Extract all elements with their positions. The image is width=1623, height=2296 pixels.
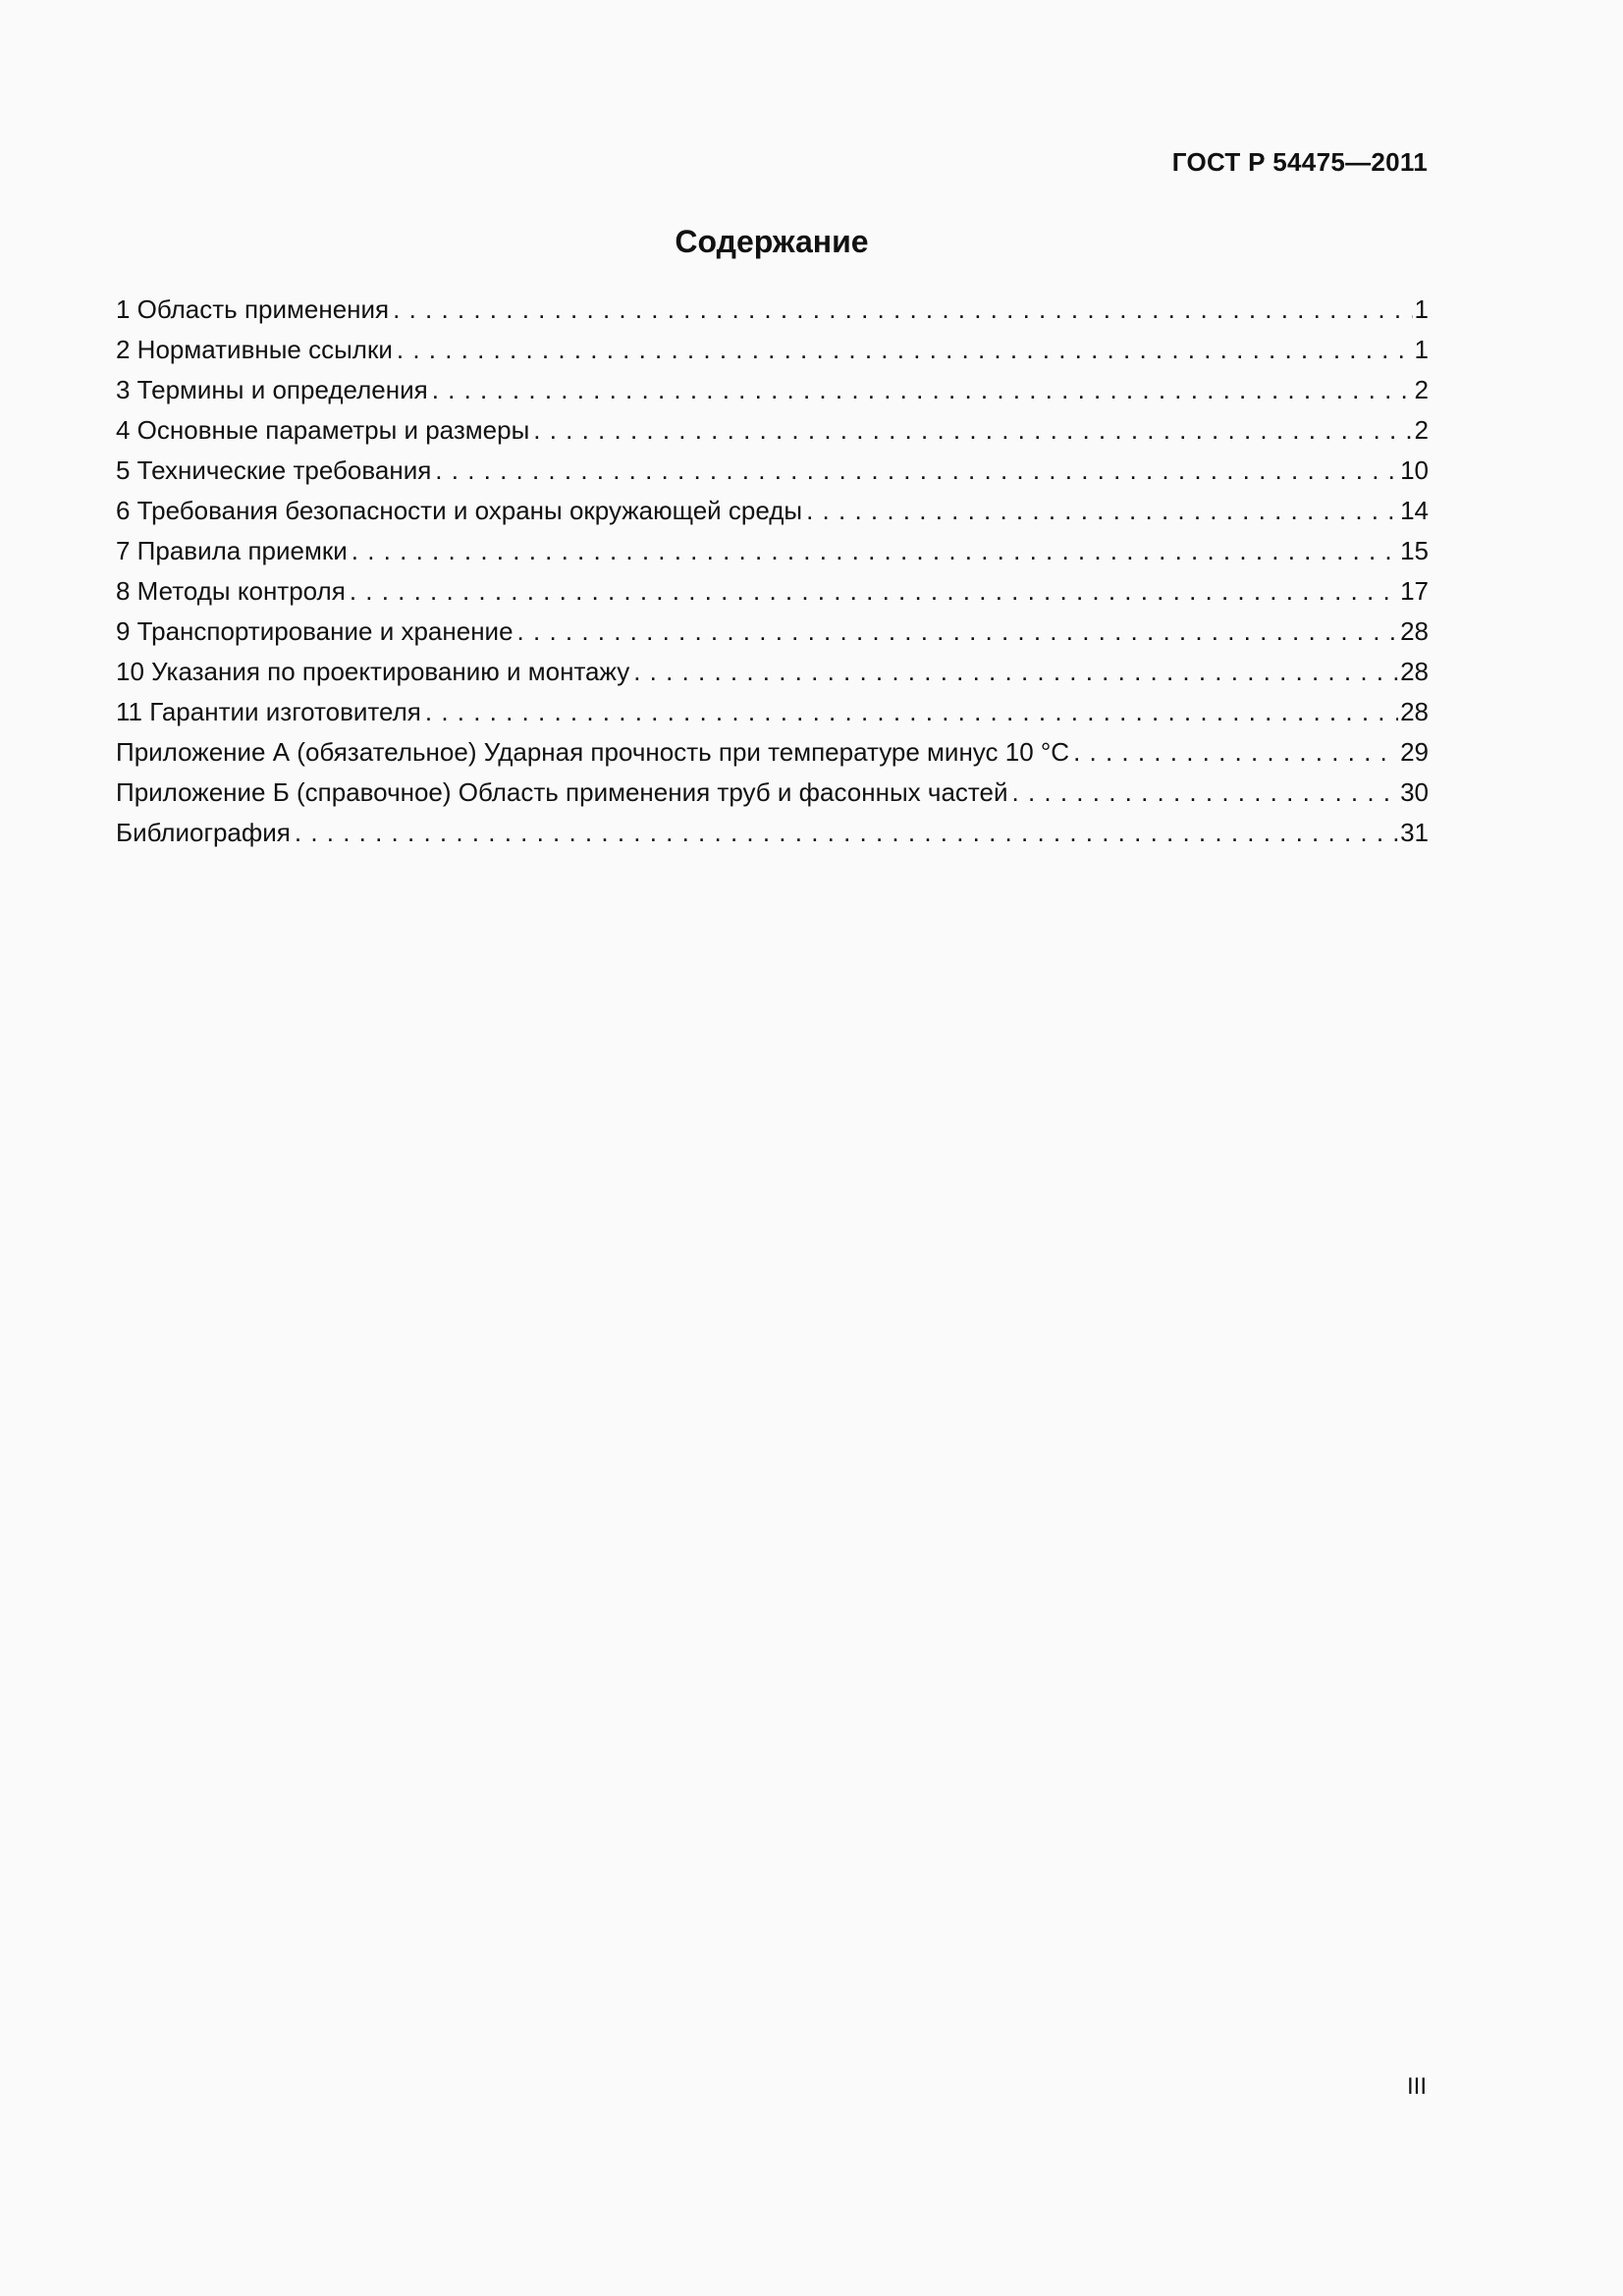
toc-entry-label: 5 Технические требования xyxy=(116,455,432,485)
page-number: III xyxy=(1406,2073,1427,2100)
table-of-contents xyxy=(116,294,1429,858)
toc-entry-label: 3 Термины и определения xyxy=(116,375,428,404)
toc-entry-page: 14 xyxy=(1400,496,1429,525)
toc-dot-leader xyxy=(517,616,1399,647)
toc-entry-page: 10 xyxy=(1400,455,1429,485)
toc-entry[interactable] xyxy=(116,455,1429,496)
toc-dot-leader xyxy=(350,576,1398,607)
toc-entry-page: 17 xyxy=(1400,576,1429,606)
toc-entry[interactable] xyxy=(116,294,1429,335)
toc-dot-leader xyxy=(393,294,1412,325)
toc-entry[interactable] xyxy=(116,737,1429,777)
toc-entry-page: 29 xyxy=(1400,737,1429,767)
toc-entry[interactable] xyxy=(116,777,1429,818)
document-code: ГОСТ Р 54475—2011 xyxy=(1171,147,1428,177)
toc-dot-leader xyxy=(1073,737,1398,768)
toc-title: Содержание xyxy=(675,224,869,259)
toc-dot-leader xyxy=(533,415,1412,446)
toc-entry-page: 28 xyxy=(1400,657,1429,686)
toc-entry-page: 2 xyxy=(1414,375,1429,404)
toc-entry-label: 7 Правила приемки xyxy=(116,536,348,565)
toc-dot-leader xyxy=(435,455,1398,486)
toc-dot-leader xyxy=(1012,777,1399,808)
toc-entry-page: 1 xyxy=(1414,294,1429,324)
toc-entry-label: 8 Методы контроля xyxy=(116,576,346,606)
toc-entry-label: 11 Гарантии изготовителя xyxy=(116,697,421,726)
toc-entry[interactable] xyxy=(116,415,1429,455)
toc-entry-label: 2 Нормативные ссылки xyxy=(116,335,393,364)
toc-entry-page: 1 xyxy=(1414,335,1429,364)
toc-entry-page: 28 xyxy=(1400,616,1429,646)
toc-entry-label: Приложение А (обязательное) Ударная прочность при температуре минус 10 °С xyxy=(116,737,1070,767)
toc-dot-leader xyxy=(425,697,1398,727)
toc-entry-page: 31 xyxy=(1400,818,1429,847)
toc-dot-leader xyxy=(432,375,1413,405)
toc-entry[interactable] xyxy=(116,576,1429,616)
toc-dot-leader xyxy=(397,335,1413,365)
toc-entry[interactable] xyxy=(116,616,1429,657)
toc-dot-leader xyxy=(806,496,1398,526)
toc-entry-page: 15 xyxy=(1400,536,1429,565)
toc-entry-label: 9 Транспортирование и хранение xyxy=(116,616,514,646)
toc-dot-leader xyxy=(633,657,1398,687)
toc-entry[interactable] xyxy=(116,697,1429,737)
toc-entry[interactable] xyxy=(116,818,1429,858)
toc-entry[interactable] xyxy=(116,375,1429,415)
toc-entry-page: 28 xyxy=(1400,697,1429,726)
toc-entry-page: 30 xyxy=(1400,777,1429,807)
toc-entry[interactable] xyxy=(116,335,1429,375)
toc-dot-leader xyxy=(295,818,1398,848)
toc-entry-page: 2 xyxy=(1414,415,1429,445)
toc-entry[interactable] xyxy=(116,536,1429,576)
toc-dot-leader xyxy=(352,536,1398,566)
toc-entry-label: 1 Область применения xyxy=(116,294,390,324)
toc-entry[interactable] xyxy=(116,496,1429,536)
toc-entry-label: 4 Основные параметры и размеры xyxy=(116,415,530,445)
toc-entry-label: Приложение Б (справочное) Область применения труб и фасонных частей xyxy=(116,777,1008,807)
toc-entry[interactable] xyxy=(116,657,1429,697)
toc-entry-label: 6 Требования безопасности и охраны окружающей среды xyxy=(116,496,803,525)
toc-entry-label: 10 Указания по проектированию и монтажу xyxy=(116,657,630,686)
toc-entry-label: Библиография xyxy=(116,818,291,847)
